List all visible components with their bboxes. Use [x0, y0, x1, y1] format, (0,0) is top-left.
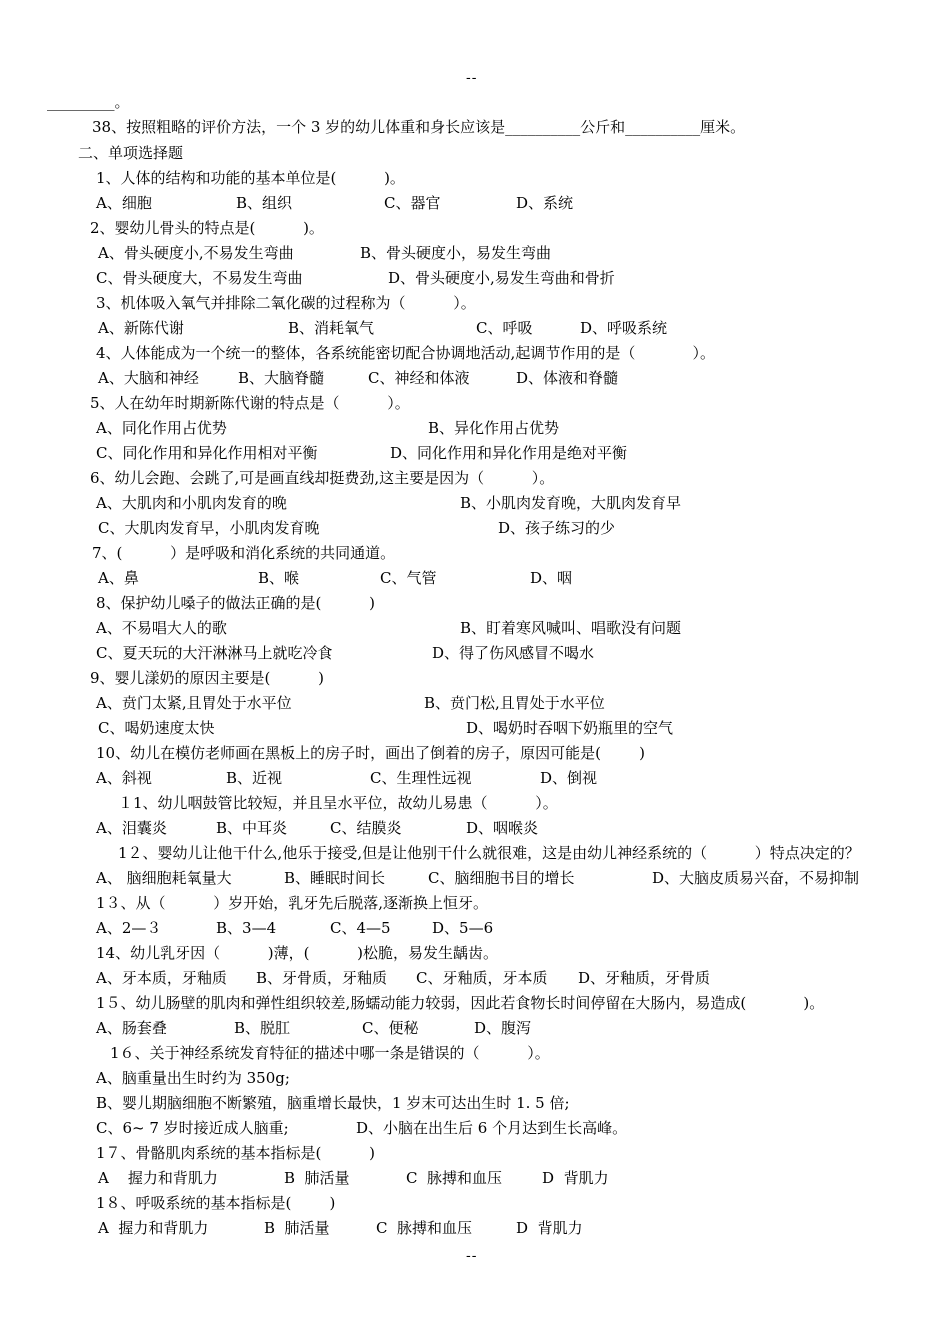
q9-option-c: C、喝奶速度太快 [98, 719, 215, 737]
previous-answer-blank: _________。 [47, 93, 130, 111]
question-16: 1６、关于神经系统发育特征的描述中哪一条是错误的（ ）。 [110, 1044, 550, 1062]
q6-option-a: A、大肌肉和小肌肉发育的晚 [96, 494, 287, 512]
question-18: 1８、呼吸系统的基本指标是( ) [96, 1194, 336, 1212]
q17-option-b: B 肺活量 [284, 1169, 350, 1187]
question-9: 9、婴儿漾奶的原因主要是( ) [90, 669, 324, 687]
question-11: １1、幼儿咽鼓管比较短，并且呈水平位，故幼儿易患（ ）。 [118, 794, 558, 812]
q4-option-b: B、大脑脊髓 [238, 369, 325, 387]
q16-option-a: A、脑重量出生时约为 350g; [96, 1069, 290, 1087]
q1-option-a: A、细胞 [96, 194, 152, 212]
q9-option-d: D、喝奶时吞咽下奶瓶里的空气 [466, 719, 674, 737]
q6-option-d: D、孩子练习的少 [498, 519, 616, 537]
q10-option-c: C、生理性远视 [370, 769, 472, 787]
q18-option-c: C 脉搏和血压 [376, 1219, 473, 1237]
q2-option-c: C、骨头硬度大，不易发生弯曲 [96, 269, 303, 287]
q11-option-b: B、中耳炎 [216, 819, 288, 837]
q14-option-c: C、牙釉质，牙本质 [416, 969, 548, 987]
q4-option-d: D、体液和脊髓 [516, 369, 619, 387]
q1-option-b: B、组织 [236, 194, 293, 212]
q7-option-d: D、咽 [530, 569, 573, 587]
section-title: 二、单项选择题 [78, 144, 184, 162]
q5-option-d: D、同化作用和异化作用是绝对平衡 [390, 444, 628, 462]
q6-option-b: B、小肌肉发育晚，大肌肉发育早 [460, 494, 682, 512]
q12-option-b: B、睡眠时间长 [284, 869, 386, 887]
question-14: 14、幼儿乳牙因（ )薄，( )松脆，易发生龋齿。 [96, 944, 499, 962]
q12-option-c: C、脑细胞书目的增长 [428, 869, 575, 887]
question-8: 8、保护幼儿嗓子的做法正确的是( ) [96, 594, 375, 612]
q15-option-d: D、腹泻 [474, 1019, 532, 1037]
q8-option-a: A、不易唱大人的歌 [96, 619, 227, 637]
q13-option-c: C、4—5 [330, 919, 391, 937]
question-12: 1２、婴幼儿让他干什么,他乐于接受,但是让他别干什么就很难，这是由幼儿神经系统的（ ）特点决定的？ [118, 844, 860, 862]
question-2: 2、婴幼儿骨头的特点是( )。 [90, 219, 324, 237]
q3-option-d: D、呼吸系统 [580, 319, 668, 337]
q10-option-b: B、近视 [226, 769, 283, 787]
q10-option-d: D、倒视 [540, 769, 598, 787]
q6-option-c: C、大肌肉发育早，小肌肉发育晚 [98, 519, 320, 537]
footer-mark: -- [466, 1248, 478, 1264]
q7-option-b: B、喉 [258, 569, 300, 587]
q17-option-c: C 脉搏和血压 [406, 1169, 503, 1187]
q3-option-b: B、消耗氧气 [288, 319, 375, 337]
question-3: 3、机体吸入氧气并排除二氧化碳的过程称为（ ）。 [96, 294, 476, 312]
q2-option-d: D、骨头硬度小,易发生弯曲和骨折 [388, 269, 615, 287]
q8-option-c: C、夏天玩的大汗淋淋马上就吃冷食 [96, 644, 333, 662]
q5-option-c: C、同化作用和异化作用相对平衡 [96, 444, 318, 462]
q11-option-c: C、结膜炎 [330, 819, 402, 837]
q18-option-d: D 背肌力 [516, 1219, 583, 1237]
q13-option-a: A、2—３ [96, 919, 162, 937]
q9-option-b: B、贲门松,且胃处于水平位 [424, 694, 605, 712]
q17-option-a: A 握力和背肌力 [98, 1169, 218, 1187]
q3-option-a: A、新陈代谢 [98, 319, 184, 337]
q2-option-a: A、骨头硬度小,不易发生弯曲 [98, 244, 294, 262]
q17-option-d: D 背肌力 [542, 1169, 609, 1187]
q1-option-d: D、系统 [516, 194, 574, 212]
question-6: 6、幼儿会跑、会跳了,可是画直线却挺费劲,这主要是因为（ ）。 [90, 469, 555, 487]
q5-option-a: A、同化作用占优势 [96, 419, 227, 437]
q15-option-a: A、肠套叠 [96, 1019, 167, 1037]
q8-option-b: B、盯着寒风喊叫、唱歌没有问题 [460, 619, 682, 637]
header-mark: -- [466, 70, 478, 86]
q15-option-c: C、便秘 [362, 1019, 419, 1037]
q14-option-d: D、牙釉质，牙骨质 [578, 969, 711, 987]
q9-option-a: A、贲门太紧,且胃处于水平位 [96, 694, 292, 712]
question-17: 1７、骨骼肌肉系统的基本指标是( ) [96, 1144, 375, 1162]
q12-option-a: A、 脑细胞耗氧量大 [96, 869, 232, 887]
q12-option-d: D、大脑皮质易兴奋，不易抑制 [652, 869, 860, 887]
question-4: 4、人体能成为一个统一的整体，各系统能密切配合协调地活动,起调节作用的是（ ）。 [96, 344, 716, 362]
question-7: 7、( ）是呼吸和消化系统的共同通道。 [92, 544, 396, 562]
question-15: 1５、幼儿肠壁的肌肉和弹性组织较差,肠蠕动能力较弱，因此若食物长时间停留在大肠内，易造成( )。 [96, 994, 825, 1012]
q14-option-b: B、牙骨质，牙釉质 [256, 969, 388, 987]
q4-option-c: C、神经和体液 [368, 369, 470, 387]
q11-option-a: A、泪囊炎 [96, 819, 167, 837]
question-13: 1３、从（ ）岁开始，乳牙先后脱落,逐渐换上恒牙。 [96, 894, 488, 912]
q16-option-b: B、婴儿期脑细胞不断繁殖，脑重增长最快，1 岁末可达出生时 1. 5 倍; [96, 1094, 570, 1112]
q16-option-d: D、小脑在出生后 6 个月达到生长高峰。 [356, 1119, 628, 1137]
q2-option-b: B、骨头硬度小，易发生弯曲 [360, 244, 552, 262]
question-5: 5、人在幼年时期新陈代谢的特点是（ ）。 [90, 394, 410, 412]
q8-option-d: D、得了伤风感冒不喝水 [432, 644, 595, 662]
q13-option-d: D、5—6 [432, 919, 494, 937]
q7-option-a: A、鼻 [98, 569, 139, 587]
q14-option-a: A、牙本质，牙釉质 [96, 969, 227, 987]
q18-option-a: A 握力和背肌力 [98, 1219, 209, 1237]
q11-option-d: D、咽喉炎 [466, 819, 539, 837]
q7-option-c: C、气管 [380, 569, 437, 587]
q15-option-b: B、脱肛 [234, 1019, 291, 1037]
q18-option-b: B 肺活量 [264, 1219, 330, 1237]
q4-option-a: A、大脑和神经 [98, 369, 199, 387]
question-38: 38、按照粗略的评价方法，一个 3 岁的幼儿体重和身长应该是__________公斤和__________厘米。 [92, 118, 746, 136]
q16-option-c: C、6~ 7 岁时接近成人脑重; [96, 1119, 289, 1137]
q10-option-a: A、斜视 [96, 769, 152, 787]
q1-option-c: C、器官 [384, 194, 441, 212]
question-10: 10、幼儿在模仿老师画在黑板上的房子时，画出了倒着的房子，原因可能是( ) [96, 744, 645, 762]
question-1: 1、人体的结构和功能的基本单位是( )。 [96, 169, 405, 187]
q3-option-c: C、呼吸 [476, 319, 533, 337]
q13-option-b: B、3—4 [216, 919, 277, 937]
q5-option-b: B、异化作用占优势 [428, 419, 560, 437]
